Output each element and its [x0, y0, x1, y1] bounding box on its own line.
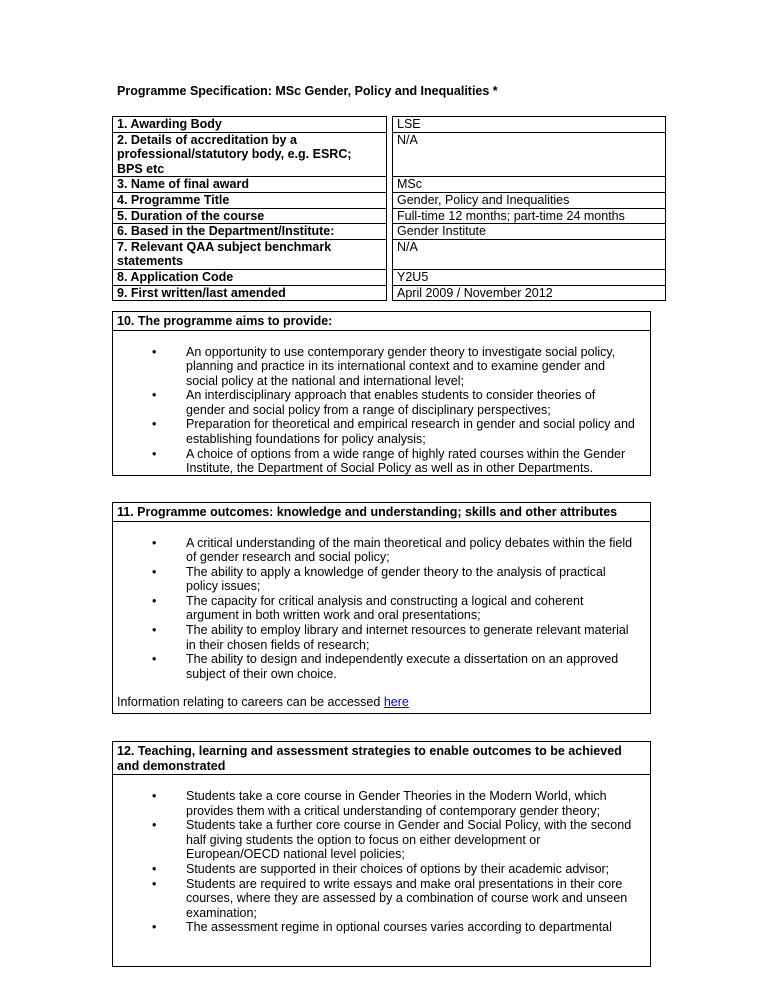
text-line: The assessment regime in optional courses varies according to departmental: [186, 920, 612, 935]
list-item: [113, 818, 650, 862]
spec-row: [113, 192, 666, 208]
spec-row: [113, 117, 666, 133]
text-line: The ability to employ library and internet resources to generate relevant material: [186, 623, 629, 638]
text-line: half giving students the option to focus on either development or: [186, 832, 541, 847]
text-line: social policy at the national and international level;: [186, 373, 464, 388]
text-line: examination;: [186, 905, 257, 920]
spec-row: [113, 239, 666, 269]
text-line: 7. Relevant QAA subject benchmark: [117, 239, 332, 254]
bullet-icon: •: [152, 818, 157, 833]
text-line: 5. Duration of the course: [117, 208, 265, 223]
spec-value: [393, 192, 666, 208]
text-line: Institute, the Department of Social Policy as well as in other Departments.: [186, 461, 594, 476]
spec-value: [393, 285, 666, 301]
text-line: A critical understanding of the main theoretical and policy debates within the field: [186, 535, 633, 550]
spec-label: [113, 117, 387, 133]
text-line: in their chosen fields of research;: [186, 637, 370, 652]
bullet-icon: •: [152, 388, 157, 403]
list-item: [113, 345, 650, 389]
document-title: Programme Specification: MSc Gender, Policy and Inequalities *: [117, 84, 498, 98]
text-line: Gender Institute: [397, 224, 486, 239]
heading-line: 12. Teaching, learning and assessment strategies to enable outcomes to be achieved: [117, 744, 622, 758]
list-item: [113, 652, 650, 681]
text-line: provides them with a critical understanding of contemporary gender theory;: [186, 803, 601, 818]
heading-line: and demonstrated: [117, 758, 226, 773]
text-line: An opportunity to use contemporary gender theory to investigate social policy,: [186, 344, 616, 359]
bullet-icon: •: [152, 564, 157, 579]
list-item: [113, 920, 650, 935]
text-line: Full-time 12 months; part-time 24 months: [397, 208, 625, 223]
bullet-icon: •: [152, 861, 157, 876]
spec-label: [113, 239, 387, 269]
section-heading: 10. The programme aims to provide:: [113, 312, 650, 331]
spec-label: [113, 177, 387, 193]
text-line: Students are supported in their choices of options by their academic advisor;: [186, 861, 610, 876]
spec-row: [113, 132, 666, 177]
spec-row: [113, 208, 666, 224]
spec-row: [113, 285, 666, 301]
bullet-icon: •: [152, 789, 157, 803]
text-line: 1. Awarding Body: [117, 117, 222, 131]
bullet-icon: •: [152, 652, 157, 667]
bullet-icon: •: [152, 417, 157, 432]
bullet-icon: •: [152, 623, 157, 638]
spec-row: [113, 269, 666, 285]
text-line: A choice of options from a wide range of highly rated courses within the Gender: [186, 446, 626, 461]
outcomes-list: [113, 536, 650, 682]
text-line: planning and practice in its international context and to examine gender and: [186, 359, 606, 374]
spec-label: [113, 269, 387, 285]
text-line: professional/statutory body, e.g. ESRC;: [117, 147, 352, 162]
careers-link[interactable]: here: [383, 695, 409, 710]
text-line: 6. Based in the Department/Institute:: [117, 224, 335, 239]
text-line: The ability to apply a knowledge of gender theory to the analysis of practical: [186, 564, 606, 579]
text-line: The capacity for critical analysis and constructing a logical and coherent: [186, 593, 584, 608]
aims-list: [113, 345, 650, 476]
list-item: [113, 789, 650, 818]
text-line: 8. Application Code: [117, 269, 234, 284]
text-line: The ability to design and independently execute a dissertation on an approved: [186, 652, 619, 667]
list-item: [113, 565, 650, 594]
text-line: of gender research and social policy;: [186, 550, 390, 565]
text-line: An interdisciplinary approach that enables students to consider theories of: [186, 388, 596, 403]
text-line: BPS etc: [117, 161, 165, 176]
section-teaching-strategies: [112, 741, 651, 967]
spec-value: [393, 269, 666, 285]
careers-note: [117, 695, 650, 710]
spec-value: [393, 117, 666, 133]
list-item: [113, 877, 650, 921]
spec-label: [113, 132, 387, 177]
text-line: establishing foundations for policy analysis;: [186, 432, 426, 447]
text-line: 2. Details of accreditation by a: [117, 132, 297, 147]
section-heading: 11. Programme outcomes: knowledge and understanding; skills and other attributes: [113, 503, 650, 522]
spec-value: [393, 239, 666, 269]
list-item: [113, 447, 650, 476]
strategies-list: [113, 789, 650, 935]
section-programme-aims: [112, 311, 651, 476]
text-line: policy issues;: [186, 579, 261, 594]
list-item: [113, 536, 650, 565]
text-line: gender and social policy from a range of disciplinary perspectives;: [186, 402, 551, 417]
text-line: Students are required to write essays and make oral presentations in their core: [186, 876, 623, 891]
text-line: N/A: [397, 239, 418, 254]
list-item: [113, 417, 650, 446]
spec-label: [113, 285, 387, 301]
text-line: Students take a further core course in Gender and Social Policy, with the second: [186, 818, 632, 833]
text-line: Y2U5: [397, 269, 429, 284]
list-item: [113, 594, 650, 623]
spec-value: [393, 224, 666, 240]
spec-table: [112, 116, 666, 301]
text-line: April 2009 / November 2012: [397, 285, 553, 300]
text-line: MSc: [397, 177, 422, 192]
text-line: Gender, Policy and Inequalities: [397, 192, 570, 207]
text-line: 9. First written/last amended: [117, 285, 286, 300]
list-item: [113, 862, 650, 877]
text-line: courses, where they are assessed by a combination of course work and unseen: [186, 891, 628, 906]
bullet-icon: •: [152, 593, 157, 608]
list-item: [113, 623, 650, 652]
section-heading: [113, 742, 650, 775]
spec-row: [113, 224, 666, 240]
spec-value: [393, 132, 666, 177]
spec-value: [393, 208, 666, 224]
spec-value: [393, 177, 666, 193]
text-line: argument in both written work and oral presentations;: [186, 608, 481, 623]
text-line: Preparation for theoretical and empirical research in gender and social policy and: [186, 417, 635, 432]
careers-text: Information relating to careers can be accessed: [117, 695, 384, 710]
list-item: [113, 388, 650, 417]
text-line: N/A: [397, 132, 418, 147]
spec-label: [113, 192, 387, 208]
text-line: LSE: [397, 117, 421, 131]
text-line: statements: [117, 254, 183, 269]
bullet-icon: •: [152, 344, 157, 359]
spec-label: [113, 224, 387, 240]
text-line: Students take a core course in Gender Theories in the Modern World, which: [186, 789, 607, 803]
bullet-icon: •: [152, 446, 157, 461]
spec-row: [113, 177, 666, 193]
bullet-icon: •: [152, 876, 157, 891]
text-line: subject of their own choice.: [186, 666, 337, 681]
section-programme-outcomes: [112, 502, 651, 714]
text-line: 4. Programme Title: [117, 192, 230, 207]
text-line: European/OECD national level policies;: [186, 847, 405, 862]
bullet-icon: •: [152, 920, 157, 935]
bullet-icon: •: [152, 535, 157, 550]
text-line: 3. Name of final award: [117, 177, 249, 192]
spec-label: [113, 208, 387, 224]
